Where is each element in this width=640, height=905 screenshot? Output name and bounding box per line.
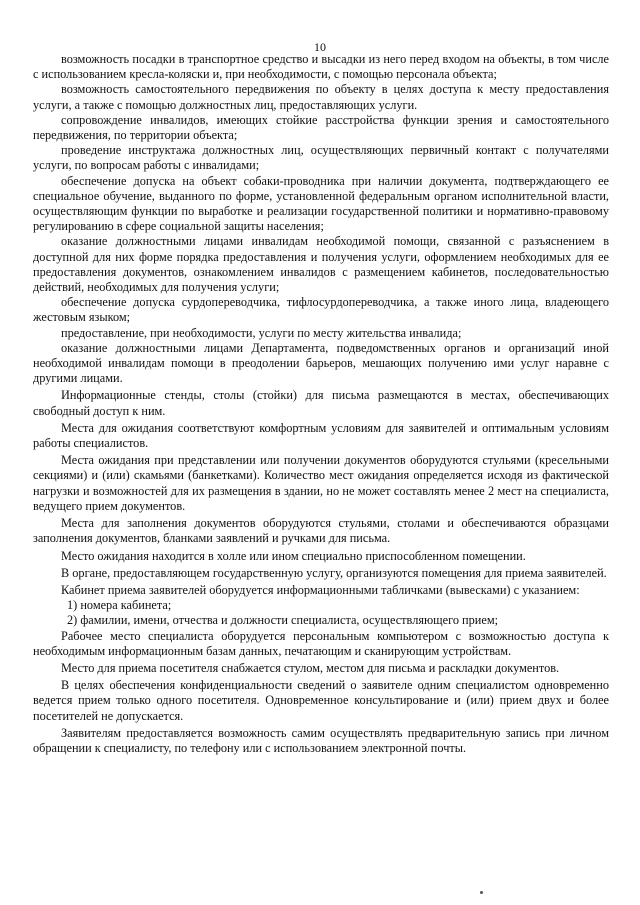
paragraph: Место ожидания находится в холле или ином специально приспособленном помещении.	[61, 548, 526, 563]
paragraph: обеспечение допуска на объект собаки-проводника при наличии документа, подтверждающего ее специальное обучение, выданного по форме, установленной федеральным органом исполнительной власти, осуществляющим функции по выработке и реализации государственной политики и нормативно-правовому регулированию в сфере социальной защиты населения;	[33, 173, 609, 234]
page-number: 10	[314, 40, 326, 54]
paragraph: проведение инструктажа должностных лиц, осуществляющих первичный контакт с получателями услуги, по вопросам работы с инвалидами;	[33, 143, 609, 173]
document-body	[33, 52, 609, 756]
list-item: 1) номера кабинета;	[67, 598, 172, 613]
paragraph: Информационные стенды, столы (стойки) для письма размещаются в местах, обеспечивающих свободный доступ к ним.	[33, 388, 609, 418]
paragraph: Заявителям предоставляется возможность самим осуществлять предварительную запись при личном обращении к специалисту, по телефону или с использованием электронной почты.	[33, 725, 609, 755]
list-item: 2) фамилии, имени, отчества и должности специалиста, осуществляющего прием;	[67, 613, 499, 628]
paragraph: Место для приема посетителя снабжается стулом, местом для письма и раскладки документов.	[61, 660, 560, 675]
paragraph: Места для ожидания соответствуют комфортным условиям для заявителей и оптимальным условиям работы специалистов.	[33, 420, 609, 451]
paragraph: оказание должностными лицами Департамента, подведомственных органов и организаций иной необходимой инвалидам помощи в преодолении барьеров, мешающих получению ими услуг наравне с другими лицами.	[33, 340, 609, 386]
paragraph: Места ожидания при представлении или получении документов оборудуются стульями (кресельными секциями) и (или) скамьями (банкетками). Количество мест ожидания определяется исходя из фактической нагрузки и возможностей для их размещения в здании, но не может составлять менее 2 мест на специалиста, ведущего прием документов.	[33, 453, 609, 513]
paragraph: обеспечение допуска сурдопереводчика, тифлосурдопереводчика, а также иного лица, владеющего жестовым языком;	[33, 295, 609, 325]
paragraph: Рабочее место специалиста оборудуется персональным компьютером с возможностью доступа к необходимым информационным базам данных, печатающим и сканирующим устройствам.	[33, 628, 609, 658]
paragraph: сопровождение инвалидов, имеющих стойкие расстройства функции зрения и самостоятельного передвижения, по территории объекта;	[33, 112, 609, 143]
paragraph: возможность самостоятельного передвижения по объекту в целях доступа к месту предоставления услуги, а также с помощью должностных лиц, предоставляющих услуги.	[33, 82, 609, 112]
paragraph: Кабинет приема заявителей оборудуется информационными табличками (вывесками) с указанием:	[61, 582, 580, 597]
scan-speck	[480, 891, 483, 894]
paragraph: возможность посадки в транспортное средство и высадки из него перед входом на объекты, в том числе с использованием кресла-коляски и, при необходимости, с помощью персонала объекта;	[33, 52, 609, 82]
paragraph: В целях обеспечения конфиденциальности сведений о заявителе одним специалистом одновременно ведется прием только одного посетителя. Одновременное консультирование и (или) прием двух и более посетителей не допускается.	[33, 678, 609, 723]
paragraph: Места для заполнения документов оборудуются стульями, столами и обеспечиваются образцами заполнения документов, бланками заявлений и ручками для письма.	[33, 516, 609, 546]
paragraph: предоставление, при необходимости, услуги по месту жительства инвалида;	[61, 325, 462, 340]
paragraph: В органе, предоставляющем государственную услугу, организуются помещения для приема заявителей.	[61, 565, 607, 580]
paragraph: оказание должностными лицами инвалидам необходимой помощи, связанной с разъяснением в доступной для них форме порядка предоставления и получения услуги, оформлением необходимых для ее предоставления документов, ознакомлением инвалидов с размещением кабинетов, последовательностью действий, необходимых для получения услуги;	[33, 234, 609, 295]
